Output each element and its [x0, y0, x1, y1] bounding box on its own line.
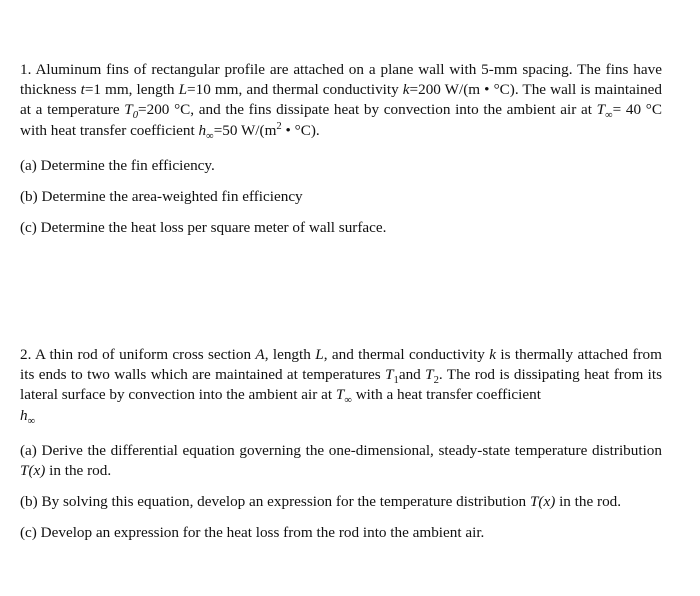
- var-T2: T: [425, 366, 434, 384]
- var-k: k: [489, 346, 496, 363]
- problem-1: [20, 60, 662, 238]
- var-L: L: [315, 346, 324, 363]
- problem-2-part-a: (a) Derive the differential equation governing the one-dimensional, steady-state temperature distribution T(x) in the rod.: [20, 441, 662, 480]
- problem-2-part-b: (b) By solving this equation, develop an expression for the temperature distribution T(x) in the rod.: [20, 493, 622, 511]
- var-L: L: [178, 81, 188, 99]
- var-h-inf: h: [198, 121, 207, 139]
- var-A: A: [255, 346, 265, 363]
- problem-2-statement: 2. A thin rod of uniform cross section A, length L, and thermal conductivity k is thermally attached from its ends to two walls which are maintained at temperatures $T_1and$ $T_2$. The rod is dissipating heat from its lateral surface by convection into the ambient air at $T_\infty$ with a heat transfer coefficient $h_\infty$: [20, 346, 662, 427]
- problem-1-part-c: (c) Determine the heat loss per square meter of wall surface.: [20, 219, 387, 237]
- problem-2-number: 2.: [20, 346, 32, 363]
- problem-2: [20, 345, 662, 544]
- var-k: k: [402, 81, 410, 99]
- var-T-inf: T: [596, 101, 606, 119]
- problem-2-part-c: (c) Develop an expression for the heat loss from the rod into the ambient air.: [20, 524, 485, 542]
- problem-1-number: 1.: [20, 61, 32, 78]
- var-t: t: [80, 81, 85, 99]
- var-T1: T: [385, 366, 394, 384]
- var-h-inf: h: [20, 406, 28, 424]
- problem-1-statement: 1. Aluminum fins of rectangular profile are attached on a plane wall with 5-mm spacing. The fins have thickness t=1 mm, length L=10 mm, and thermal conductivity k=200 W/(m • °C). The wall is maintained at a temperature $T_0=200$ °C, and the fins dissipate heat by convection into the ambient air at $T_\infty= 40$ °C with heat transfer coefficient $h_\infty=50$ $W/(m^2$ • °C).: [20, 61, 662, 142]
- problem-1-part-a: (a) Determine the fin efficiency.: [20, 156, 215, 174]
- var-T0: T: [124, 101, 133, 119]
- var-T-inf: T: [335, 386, 345, 404]
- problem-1-part-b: (b) Determine the area-weighted fin efficiency: [20, 188, 303, 206]
